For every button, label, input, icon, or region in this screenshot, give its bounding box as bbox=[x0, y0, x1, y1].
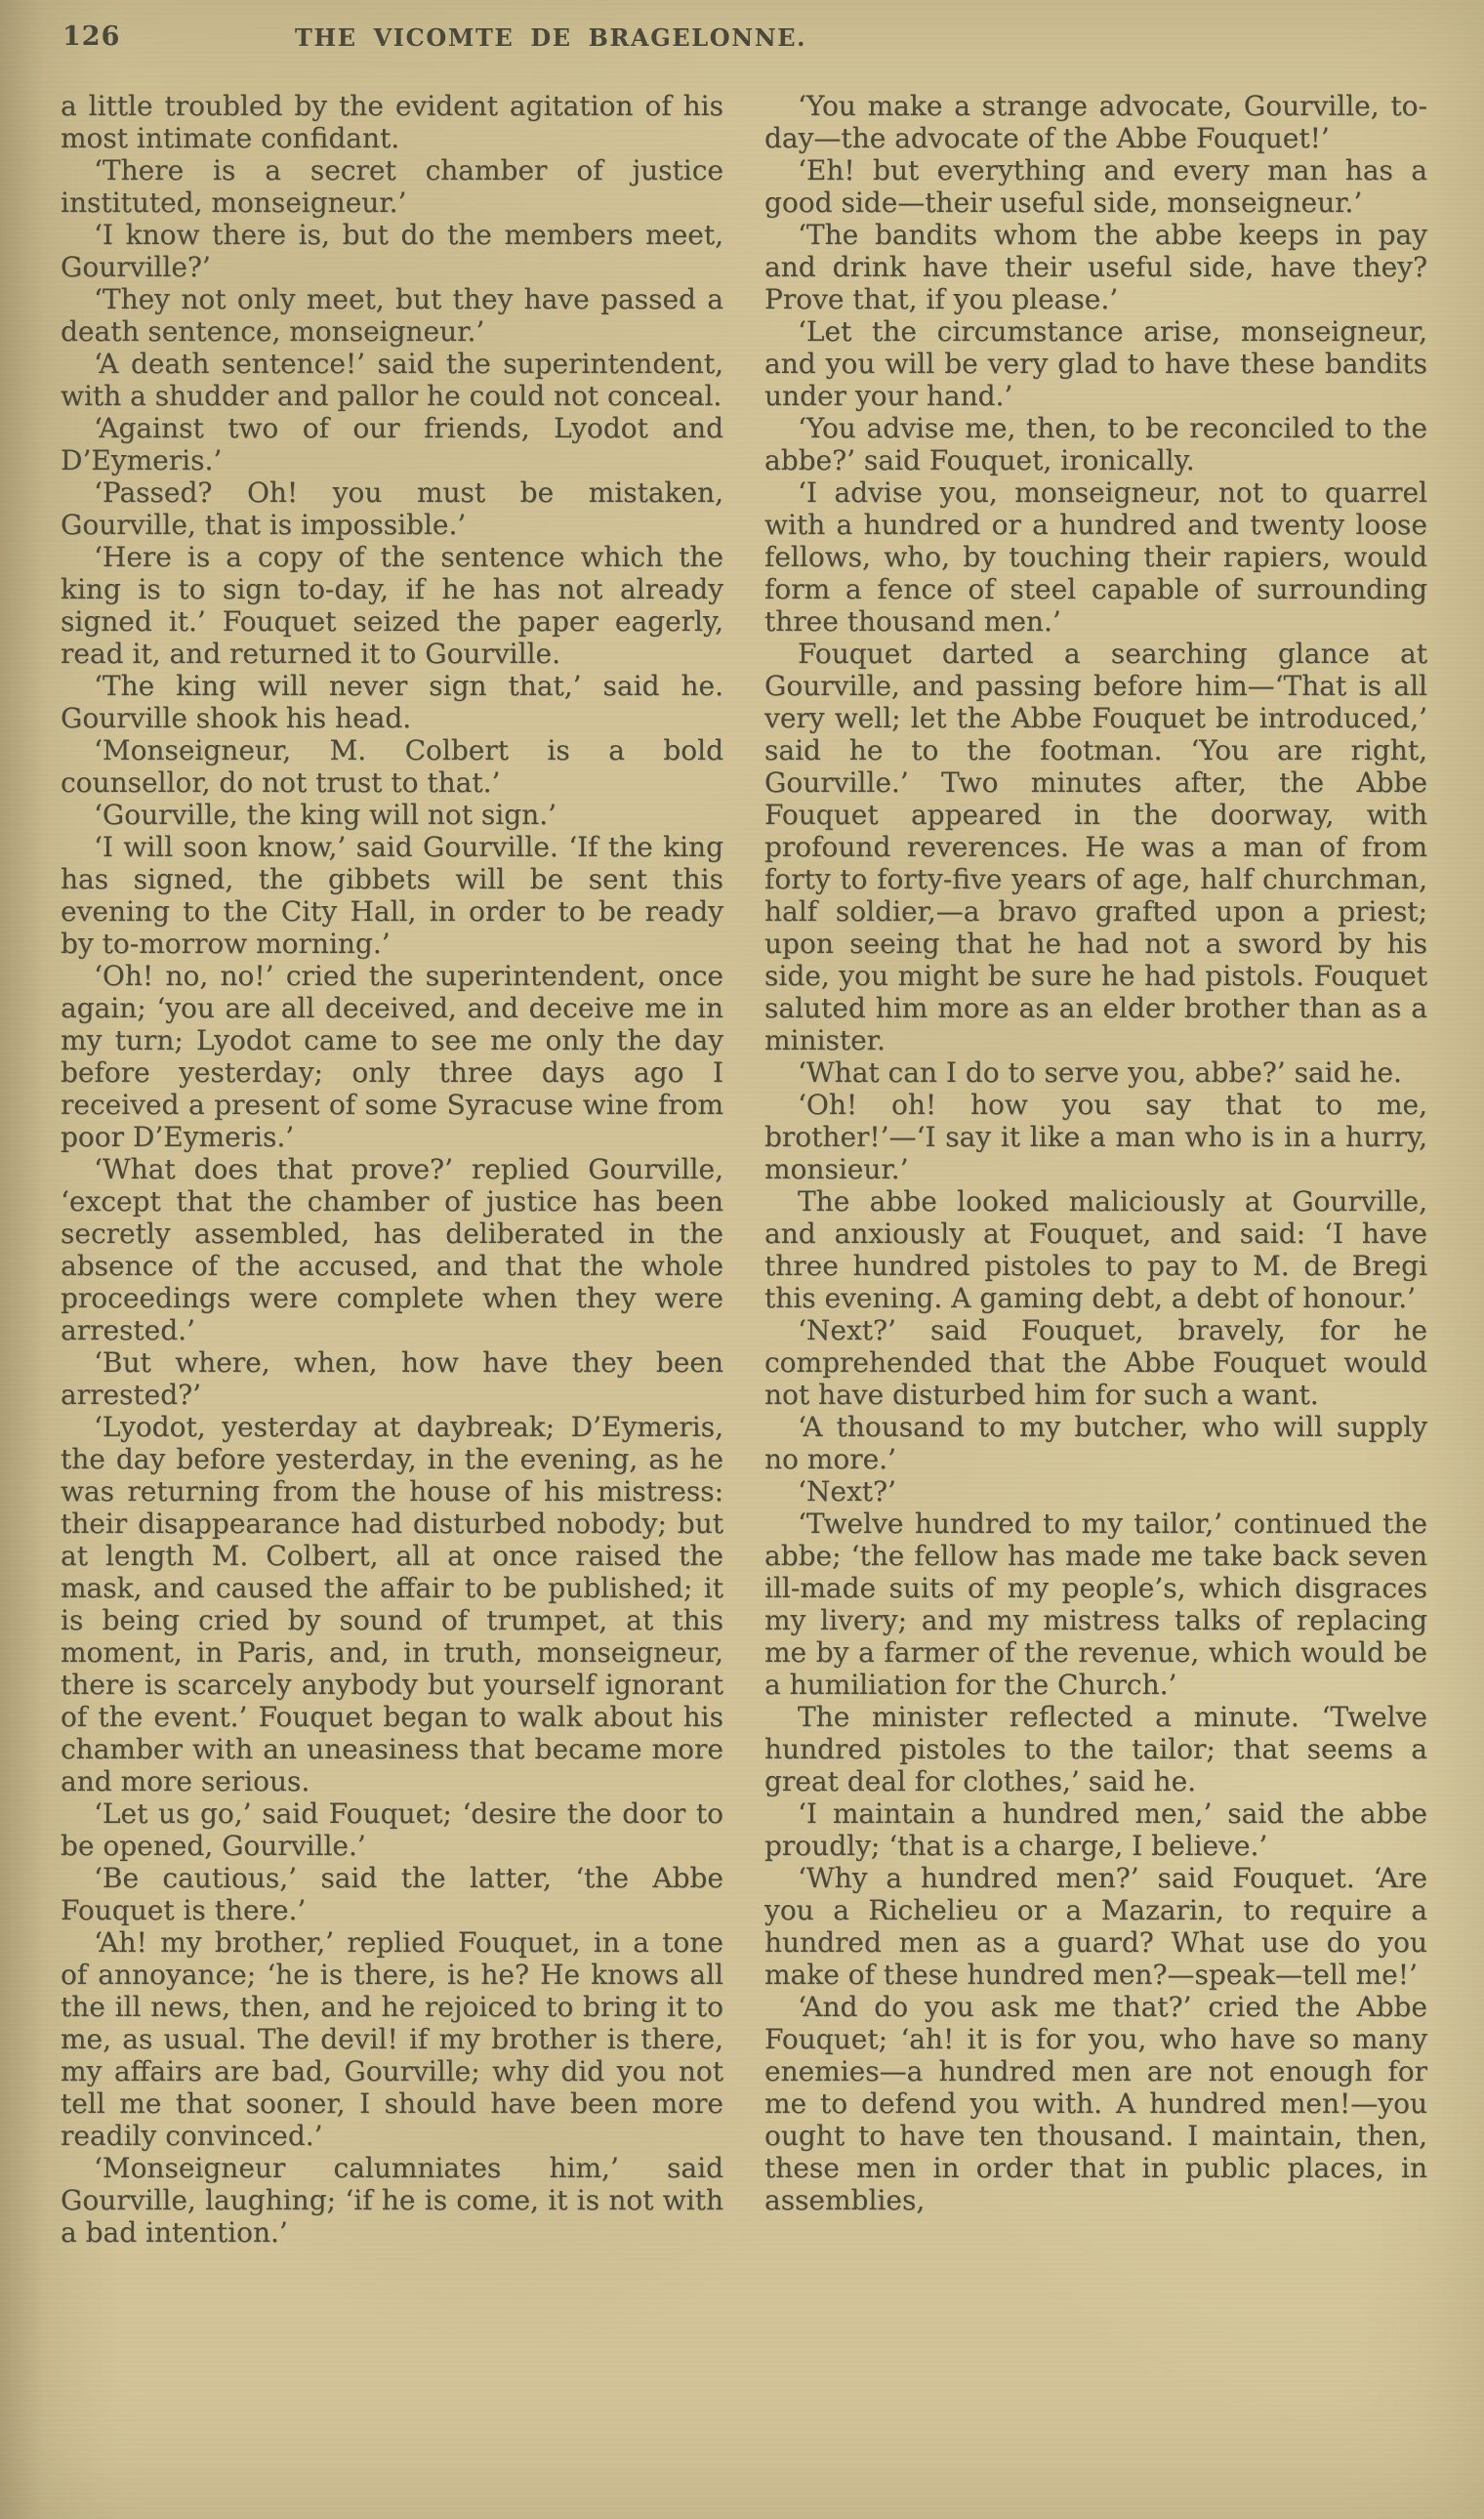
paragraph: ‘Gourville, the king will not sign.’ bbox=[94, 799, 556, 831]
paragraph: ‘Lyodot, yesterday at daybreak; D’Eymeris, the day before yesterday, in the evening, as he was returning from the house of his mistress: their disappearance had disturbed nobody; but at length M. Colbert, all at once raised the mask, and caused the affair to be published; it is being cried by sound of trumpet, at this moment, in Paris, and, in truth, monseigneur, there is scarcely anybody but yourself ignorant of the event.’ Fouquet began to walk about his chamber with an uneasiness that became more and more serious. bbox=[61, 1411, 723, 1797]
paragraph: ‘I will soon know,’ said Gourville. ‘If the king has signed, the gibbets will be sent this evening to the City Hall, in order to be ready by to-morrow morning.’ bbox=[61, 831, 723, 960]
paragraph: ‘Ah! my brother,’ replied Fouquet, in a tone of annoyance; ‘he is there, is he? He knows all the ill news, then, and he rejoiced to bring it to me, as usual. The devil! if my brother is there, my affairs are bad, Gourville; why did you not tell me that sooner, I should have been more readily convinced.’ bbox=[61, 1926, 723, 2152]
paragraph: ‘A thousand to my butcher, who will supply no more.’ bbox=[764, 1411, 1427, 1475]
paragraph: ‘But where, when, how have they been arrested?’ bbox=[61, 1346, 723, 1411]
paragraph: ‘What does that prove?’ replied Gourville, ‘except that the chamber of justice has been secretly assembled, has deliberated in the absence of the accused, and that the whole proceedings were complete when they were arrested.’ bbox=[61, 1153, 723, 1346]
page-number: 126 bbox=[62, 21, 121, 52]
paragraph: ‘Monseigneur, M. Colbert is a bold counsellor, do not trust to that.’ bbox=[61, 734, 723, 799]
paragraph: ‘Let the circumstance arise, monseigneur, and you will be very glad to have these bandits under your hand.’ bbox=[764, 315, 1427, 412]
text-column-left bbox=[61, 90, 723, 2249]
paragraph: ‘I know there is, but do the members meet, Gourville?’ bbox=[61, 219, 723, 283]
paragraph: Fouquet darted a searching glance at Gourville, and passing before him—‘That is all very well; let the Abbe Fouquet be introduced,’ said he to the footman. ‘You are right, Gourville.’ Two minutes after, the Abbe Fouquet appeared in the doorway, with profound reverences. He was a man of from forty to forty-five years of age, half churchman, half soldier,—a bravo grafted upon a priest; upon seeing that he had not a sword by his side, you might be sure he had pistols. Fouquet saluted him more as an elder brother than as a minister. bbox=[764, 638, 1427, 1056]
paragraph: ‘You advise me, then, to be reconciled to the abbe?’ said Fouquet, ironically. bbox=[764, 412, 1427, 476]
text-columns bbox=[61, 90, 1427, 2249]
paragraph: ‘A death sentence!’ said the superintendent, with a shudder and pallor he could not conceal. bbox=[61, 348, 723, 412]
running-title: THE VICOMTE DE BRAGELONNE. bbox=[295, 23, 807, 52]
paragraph: The abbe looked maliciously at Gourville, and anxiously at Fouquet, and said: ‘I have three hundred pistoles to pay to M. de Bregi this evening. A gaming debt, a debt of honour.’ bbox=[764, 1185, 1427, 1314]
paragraph: ‘Here is a copy of the sentence which the king is to sign to-day, if he has not already signed it.’ Fouquet seized the paper eagerly, read it, and returned it to Gourville. bbox=[61, 541, 723, 670]
paragraph: ‘Let us go,’ said Fouquet; ‘desire the door to be opened, Gourville.’ bbox=[61, 1797, 723, 1862]
paragraph: ‘Passed? Oh! you must be mistaken, Gourville, that is impossible.’ bbox=[61, 476, 723, 541]
paragraph: ‘Eh! but everything and every man has a good side—their useful side, monseigneur.’ bbox=[764, 154, 1427, 219]
paragraph: ‘The king will never sign that,’ said he. Gourville shook his head. bbox=[61, 670, 723, 734]
paragraph: ‘Why a hundred men?’ said Fouquet. ‘Are you a Richelieu or a Mazarin, to require a hundred men as a guard? What use do you make of these hundred men?—speak—tell me!’ bbox=[764, 1862, 1427, 1991]
paragraph: ‘Oh! no, no!’ cried the superintendent, once again; ‘you are all deceived, and deceive me in my turn; Lyodot came to see me only the day before yesterday; only three days ago I received a present of some Syracuse wine from poor D’Eymeris.’ bbox=[61, 960, 723, 1153]
paragraph: ‘Be cautious,’ said the latter, ‘the Abbe Fouquet is there.’ bbox=[61, 1862, 723, 1926]
paragraph: ‘Against two of our friends, Lyodot and D’Eymeris.’ bbox=[61, 412, 723, 476]
paragraph: ‘I maintain a hundred men,’ said the abbe proudly; ‘that is a charge, I believe.’ bbox=[764, 1797, 1427, 1862]
running-head bbox=[61, 21, 1427, 61]
paragraph: a little troubled by the evident agitation of his most intimate confidant. bbox=[61, 90, 723, 154]
paragraph: ‘Oh! oh! how you say that to me, brother!’—‘I say it like a man who is in a hurry, monsieur.’ bbox=[764, 1089, 1427, 1185]
paragraph: ‘There is a secret chamber of justice instituted, monseigneur.’ bbox=[61, 154, 723, 219]
paragraph: ‘I advise you, monseigneur, not to quarrel with a hundred or a hundred and twenty loose fellows, who, by touching their rapiers, would form a fence of steel capable of surrounding three thousand men.’ bbox=[764, 476, 1427, 638]
paragraph: ‘Next?’ bbox=[798, 1475, 896, 1507]
paragraph: ‘Monseigneur calumniates him,’ said Gourville, laughing; ‘if he is come, it is not with a bad intention.’ bbox=[61, 2152, 723, 2249]
paragraph: ‘You make a strange advocate, Gourville, to-day—the advocate of the Abbe Fouquet!’ bbox=[764, 90, 1427, 154]
paragraph: ‘Next?’ said Fouquet, bravely, for he comprehended that the Abbe Fouquet would not have disturbed him for such a want. bbox=[764, 1314, 1427, 1411]
paragraph: ‘They not only meet, but they have passed a death sentence, monseigneur.’ bbox=[61, 283, 723, 348]
paragraph: ‘What can I do to serve you, abbe?’ said he. bbox=[798, 1056, 1402, 1089]
paragraph: ‘And do you ask me that?’ cried the Abbe Fouquet; ‘ah! it is for you, who have so many enemies—a hundred men are not enough for me to defend you with. A hundred men!—you ought to have ten thousand. I maintain, then, these men in order that in public places, in assemblies, bbox=[764, 1991, 1427, 2216]
paragraph: ‘The bandits whom the abbe keeps in pay and drink have their useful side, have they? Prove that, if you please.’ bbox=[764, 219, 1427, 315]
text-column-right bbox=[764, 90, 1427, 2249]
paragraph: The minister reflected a minute. ‘Twelve hundred pistoles to the tailor; that seems a great deal for clothes,’ said he. bbox=[764, 1701, 1427, 1797]
paragraph: ‘Twelve hundred to my tailor,’ continued the abbe; ‘the fellow has made me take back seven ill-made suits of my people’s, which disgraces my livery; and my mistress talks of replacing me by a farmer of the revenue, which would be a humiliation for the Church.’ bbox=[764, 1507, 1427, 1701]
